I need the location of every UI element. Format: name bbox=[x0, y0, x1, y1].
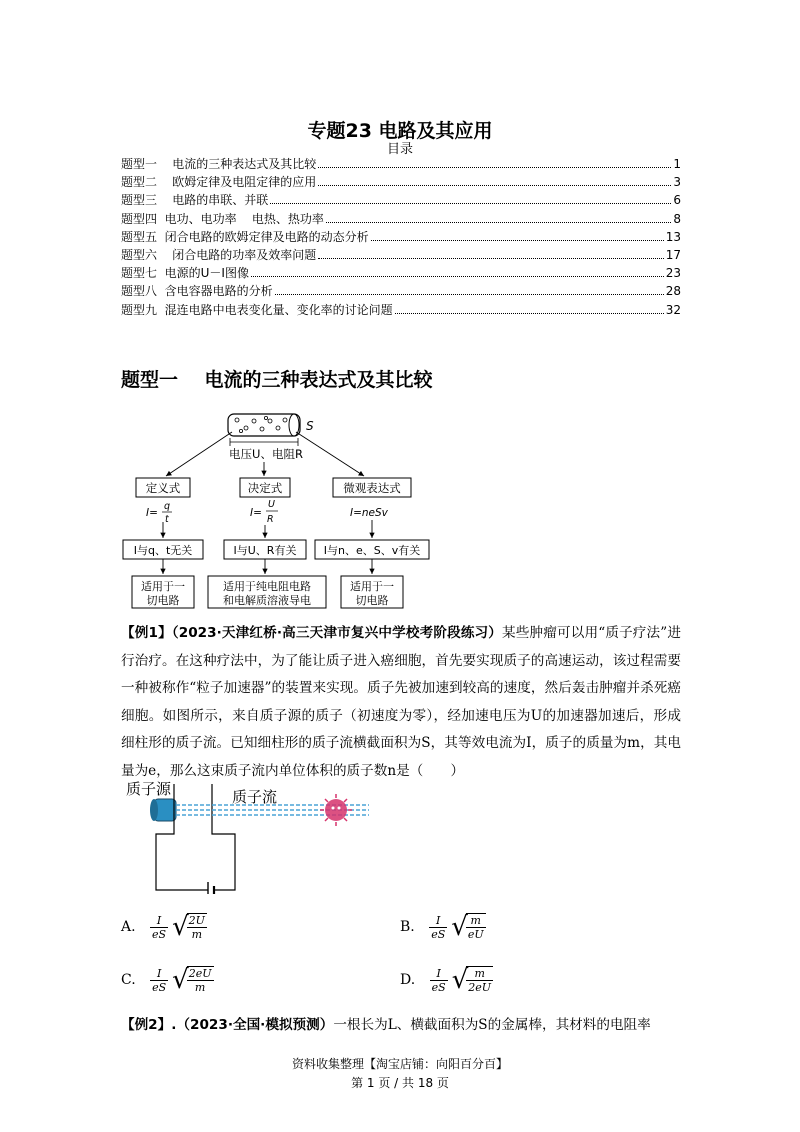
toc-leader bbox=[371, 240, 664, 241]
definition-label: 定义式 bbox=[145, 481, 181, 495]
option-d-root-den: 2eU bbox=[468, 981, 492, 994]
toc-entry[interactable] bbox=[121, 246, 681, 264]
voltage-resistance-caption: 电压U、电阻R bbox=[229, 447, 303, 461]
toc-entry[interactable] bbox=[121, 173, 681, 191]
toc-entry-page: 23 bbox=[665, 266, 681, 281]
toc-entry[interactable] bbox=[121, 228, 681, 246]
example-2-body: 一根长为L、横截面积为S的金属棒，其材料的电阻率 bbox=[333, 1017, 651, 1033]
example-1-text bbox=[121, 620, 681, 785]
proton-beam-figure bbox=[124, 772, 374, 894]
option-a[interactable]: A. $\frac{I}{eS}$ √ $\frac{2U}{m}$ bbox=[121, 912, 205, 942]
toc-entry[interactable] bbox=[121, 191, 681, 209]
svg-text:t: t bbox=[165, 514, 169, 525]
option-a-num: I bbox=[150, 914, 168, 928]
option-d-root-num: m bbox=[466, 967, 493, 981]
option-b-num: I bbox=[429, 914, 447, 928]
toc-entry-label: 题型六 闭合电路的功率及效率问题 bbox=[121, 247, 317, 262]
toc-leader bbox=[318, 167, 671, 168]
example-1-body: 某些肿瘤可以用“质子疗法”进行治疗。在这种疗法中，为了能让质子进入癌细胞，首先要实现质子的高速运动，该过程需要一种被称作“粒子加速器”的装置来实现。质子先被加速到较高的速度，然后轰击肿瘤并杀死癌细胞。如图所示，来自质子源的质子（初速度为零），经加速电压为U的加速器加速后，形成细柱形的质子流。已知细柱形的质子流横截面积为S，其等效电流为I，质子的质量为m，其电量为e，那么这束质子流内单位体积的质子数n是（ ） bbox=[121, 625, 681, 779]
scope-1-line-2: 切电路 bbox=[146, 594, 180, 607]
proton-beam-label: 质子流 bbox=[232, 788, 278, 806]
document-title: 专题23 电路及其应用 bbox=[307, 120, 493, 142]
toc-leader bbox=[275, 294, 664, 295]
footer-source: 资料收集整理【淘宝店铺：向阳百分百】 bbox=[291, 1057, 508, 1071]
toc-entry-page: 28 bbox=[665, 284, 681, 299]
svg-text:R: R bbox=[267, 514, 274, 525]
toc-leader bbox=[270, 203, 671, 204]
proton-source-label: 质子源 bbox=[126, 780, 172, 798]
option-b-letter: B. bbox=[400, 919, 415, 935]
option-b-den: eS bbox=[431, 927, 446, 941]
svg-text:I=: I= bbox=[250, 507, 262, 519]
option-d-num: I bbox=[430, 967, 448, 981]
scope-3-line-2: 切电路 bbox=[355, 594, 389, 607]
option-c-num: I bbox=[150, 967, 168, 981]
toc-entry[interactable] bbox=[121, 301, 681, 319]
toc-entry-label: 题型二 欧姆定律及电阻定律的应用 bbox=[121, 175, 317, 190]
toc-entry-page: 8 bbox=[673, 211, 681, 226]
decisive-label: 决定式 bbox=[247, 481, 283, 495]
option-c[interactable]: C. $\frac{I}{eS}$ √ $\frac{2eU}{m}$ bbox=[121, 965, 212, 995]
svg-text:I=: I= bbox=[146, 507, 158, 519]
conductor-cylinder-icon bbox=[228, 414, 300, 446]
option-c-letter: C. bbox=[121, 972, 136, 988]
option-d[interactable]: D. $\frac{I}{eS}$ √ $\frac{m}{2eU}$ bbox=[400, 965, 492, 995]
toc-entry[interactable] bbox=[121, 264, 681, 282]
option-c-root-num: 2eU bbox=[188, 967, 212, 980]
microscopic-label: 微观表达式 bbox=[343, 481, 401, 495]
current-expressions-diagram bbox=[120, 410, 450, 610]
formula-definition bbox=[146, 501, 172, 525]
toc-entry-label: 题型一 电流的三种表达式及其比较 bbox=[121, 157, 317, 171]
option-a-den: eS bbox=[152, 927, 167, 941]
option-a-root-den: m bbox=[191, 928, 202, 941]
toc-entry-page: 3 bbox=[673, 175, 681, 190]
toc-entry[interactable] bbox=[121, 155, 681, 173]
example-1-tag: 【例1】 bbox=[121, 625, 172, 641]
toc-entry-label: 题型三 电路的串联、并联 bbox=[121, 193, 269, 208]
scope-1-line-1: 适用于一 bbox=[141, 580, 185, 593]
toc-entry-page: 6 bbox=[673, 193, 681, 208]
option-d-letter: D. bbox=[400, 972, 416, 988]
option-b[interactable]: B. $\frac{I}{eS}$ √ $\frac{m}{eU}$ bbox=[400, 912, 484, 942]
toc-entry-page: 13 bbox=[665, 229, 681, 244]
scope-2-line-1: 适用于纯电阻电路 bbox=[223, 580, 311, 593]
scope-3-line-1: 适用于一 bbox=[350, 580, 394, 593]
toc-entry-page: 32 bbox=[665, 302, 681, 317]
toc-entry-label: 题型九 混连电路中电表变化量、变化率的讨论问题 bbox=[121, 302, 393, 317]
proton-source-icon bbox=[150, 799, 176, 821]
option-a-letter: A. bbox=[121, 919, 136, 935]
table-of-contents bbox=[121, 155, 681, 319]
svg-text:U: U bbox=[268, 499, 275, 510]
example-2-source: （2023·全国·模拟预测） bbox=[176, 1017, 334, 1033]
option-a-root-num: 2U bbox=[188, 914, 205, 927]
label-s: S bbox=[306, 419, 314, 433]
toc-entry-label: 题型八 含电容器电路的分析 bbox=[121, 284, 273, 299]
scope-2-line-2: 和电解质溶液导电 bbox=[223, 594, 311, 607]
toc-entry[interactable] bbox=[121, 210, 681, 228]
relation-3: I与n、e、S、v有关 bbox=[323, 544, 421, 557]
relation-1: I与q、t无关 bbox=[133, 544, 193, 557]
example-2-tag: 【例2】. bbox=[121, 1017, 177, 1033]
option-c-den: eS bbox=[152, 980, 167, 994]
toc-entry-label: 题型五 闭合电路的欧姆定律及电路的动态分析 bbox=[121, 229, 369, 244]
option-b-root-num: m bbox=[466, 914, 486, 928]
toc-entry-label: 题型四 电功、电功率 电热、热功率 bbox=[121, 211, 324, 226]
toc-leader bbox=[395, 313, 664, 314]
footer-page-number: 第 1 页 / 共 18 页 bbox=[351, 1076, 449, 1090]
formula-microscopic: I=neSv bbox=[350, 507, 388, 519]
toc-entry-page: 1 bbox=[673, 157, 681, 171]
section-heading: 题型一 电流的三种表达式及其比较 bbox=[121, 369, 433, 391]
formula-ohm bbox=[250, 499, 278, 525]
relation-2: I与U、R有关 bbox=[233, 544, 297, 557]
toc-leader bbox=[326, 222, 671, 223]
svg-text:q: q bbox=[164, 501, 171, 512]
toc-leader bbox=[318, 185, 671, 186]
example-1-source: （2023·天津红桥·高三天津市复兴中学校考阶段练习） bbox=[171, 625, 503, 641]
toc-heading: 目录 bbox=[386, 142, 413, 157]
toc-leader bbox=[318, 258, 663, 259]
option-c-root-den: m bbox=[194, 981, 206, 994]
toc-leader bbox=[251, 276, 664, 277]
example-2-text bbox=[121, 1012, 681, 1040]
option-d-den: eS bbox=[431, 980, 446, 994]
toc-entry[interactable] bbox=[121, 282, 681, 300]
toc-entry-page: 17 bbox=[665, 247, 681, 262]
accelerator-circuit bbox=[156, 824, 235, 894]
option-b-root-den: eU bbox=[467, 928, 484, 941]
toc-entry-label: 题型七 电源的U－I图像 bbox=[121, 266, 249, 281]
